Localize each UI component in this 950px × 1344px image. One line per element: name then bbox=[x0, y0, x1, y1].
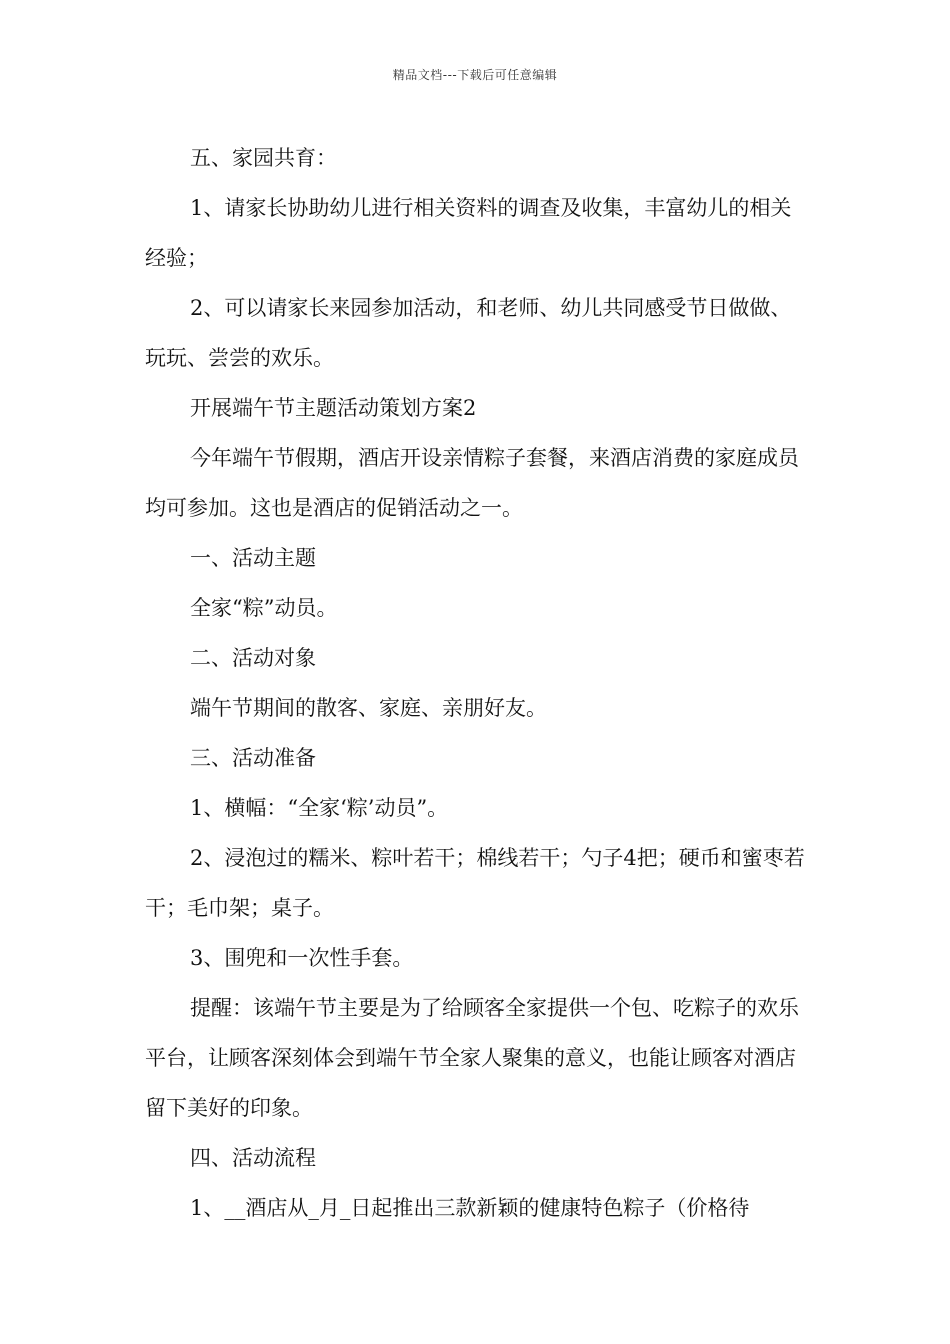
paragraph: 1、__酒店从_月_日起推出三款新颖的健康特色粽子（价格待 bbox=[190, 1196, 750, 1220]
section-heading-theme: 一、活动主题 bbox=[190, 546, 316, 570]
document-body bbox=[145, 133, 810, 1233]
paragraph: 1、请家长协助幼儿进行相关资料的调查及收集，丰富幼儿的相关经验； bbox=[145, 196, 792, 270]
paragraph: 提醒：该端午节主要是为了给顾客全家提供一个包、吃粽子的欢乐平台，让顾客深刻体会到端午节全家人聚集的意义，也能让顾客对酒店留下美好的印象。 bbox=[145, 996, 799, 1120]
section-heading-process: 四、活动流程 bbox=[190, 1146, 316, 1170]
document-subtitle: 开展端午节主题活动策划方案2 bbox=[190, 396, 477, 420]
page-header: 精品文档---下载后可任意编辑 bbox=[392, 68, 558, 82]
section-heading-preparation: 三、活动准备 bbox=[190, 746, 316, 770]
paragraph: 2、浸泡过的糯米、粽叶若干；棉线若干；勺子4把；硬币和蜜枣若干；毛巾架；桌子。 bbox=[145, 846, 805, 920]
paragraph: 3、围兜和一次性手套。 bbox=[190, 946, 414, 970]
paragraph: 全家“粽”动员。 bbox=[190, 596, 338, 620]
paragraph: 2、可以请家长来园参加活动，和老师、幼儿共同感受节日做做、玩玩、尝尝的欢乐。 bbox=[145, 296, 792, 370]
section-heading-home-school: 五、家园共育： bbox=[190, 146, 337, 170]
section-heading-audience: 二、活动对象 bbox=[190, 646, 316, 670]
paragraph: 1、横幅：“全家‘粽’动员”。 bbox=[190, 796, 449, 820]
paragraph: 端午节期间的散客、家庭、亲朋好友。 bbox=[190, 696, 547, 720]
paragraph: 今年端午节假期，酒店开设亲情粽子套餐，来酒店消费的家庭成员均可参加。这也是酒店的促销活动之一。 bbox=[145, 446, 799, 520]
